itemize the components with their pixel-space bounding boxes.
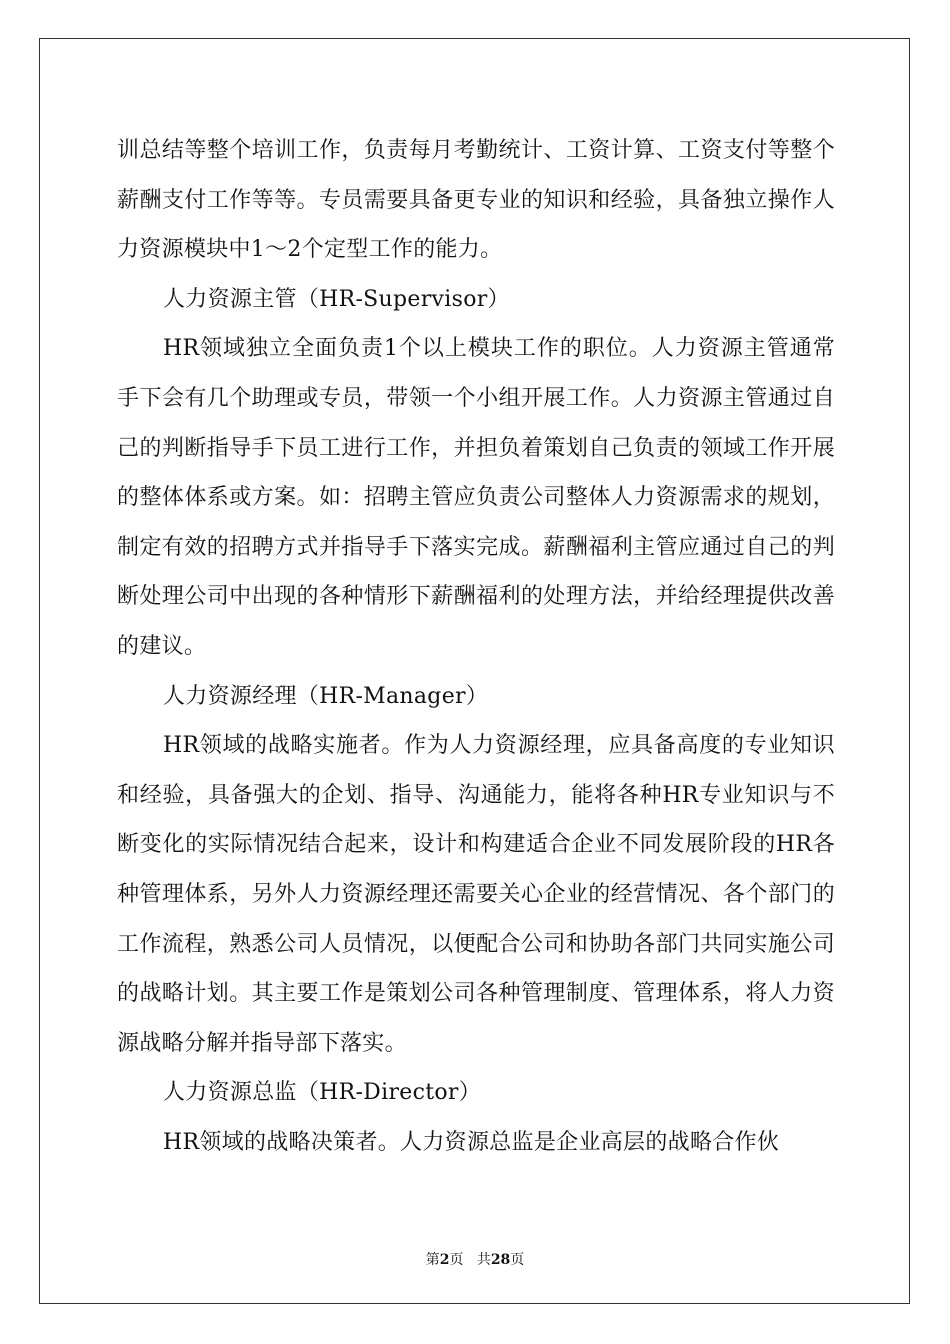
footer-total-pages: 28 [490, 1252, 511, 1268]
section-heading-supervisor: 人力资源主管（HR-Supervisor） [163, 286, 510, 312]
page-footer [0, 1249, 950, 1269]
footer-total-prefix: 共 [476, 1252, 491, 1268]
section-heading-manager: 人力资源经理（HR-Manager） [163, 683, 489, 709]
footer-page-suffix: 页 [449, 1252, 464, 1268]
footer-page-number: 2 [439, 1252, 450, 1268]
paragraph-supervisor: HR领域独立全面负责1个以上模块工作的职位。人力资源主管通常手下会有几个助理或专员，带领一个小组开展工作。人力资源主管通过自己的判断指导手下员工进行工作，并担负着策划自己负责的领域工作开展的整体体系或方案。如：招聘主管应负责公司整体人力资源需求的规划，制定有效的招聘方式并指导手下落实完成。薪酬福利主管应通过自己的判断处理公司中出现的各种情形下薪酬福利的处理方法，并给经理提供改善的建议。 [117, 336, 835, 659]
footer-total-suffix: 页 [510, 1252, 525, 1268]
document-body [117, 126, 835, 1167]
footer-prefix: 第 [425, 1252, 440, 1268]
paragraph-continued: 训总结等整个培训工作，负责每月考勤统计、工资计算、工资支付等整个薪酬支付工作等等。专员需要具备更专业的知识和经验，具备独立操作人力资源模块中1～2个定型工作的能力。 [117, 138, 835, 263]
section-heading-director: 人力资源总监（HR-Director） [163, 1080, 482, 1106]
paragraph-manager: HR领域的战略实施者。作为人力资源经理，应具备高度的专业知识和经验，具备强大的企划、指导、沟通能力，能将各种HR专业知识与不断变化的实际情况结合起来，设计和构建适合企业不同发展阶段的HR各种管理体系，另外人力资源经理还需要关心企业的经营情况、各个部门的工作流程，熟悉公司人员情况，以便配合公司和协助各部门共同实施公司的战略计划。其主要工作是策划公司各种管理制度、管理体系，将人力资源战略分解并指导部下落实。 [117, 733, 835, 1056]
paragraph-director: HR领域的战略决策者。人力资源总监是企业高层的战略合作伙 [163, 1129, 780, 1155]
